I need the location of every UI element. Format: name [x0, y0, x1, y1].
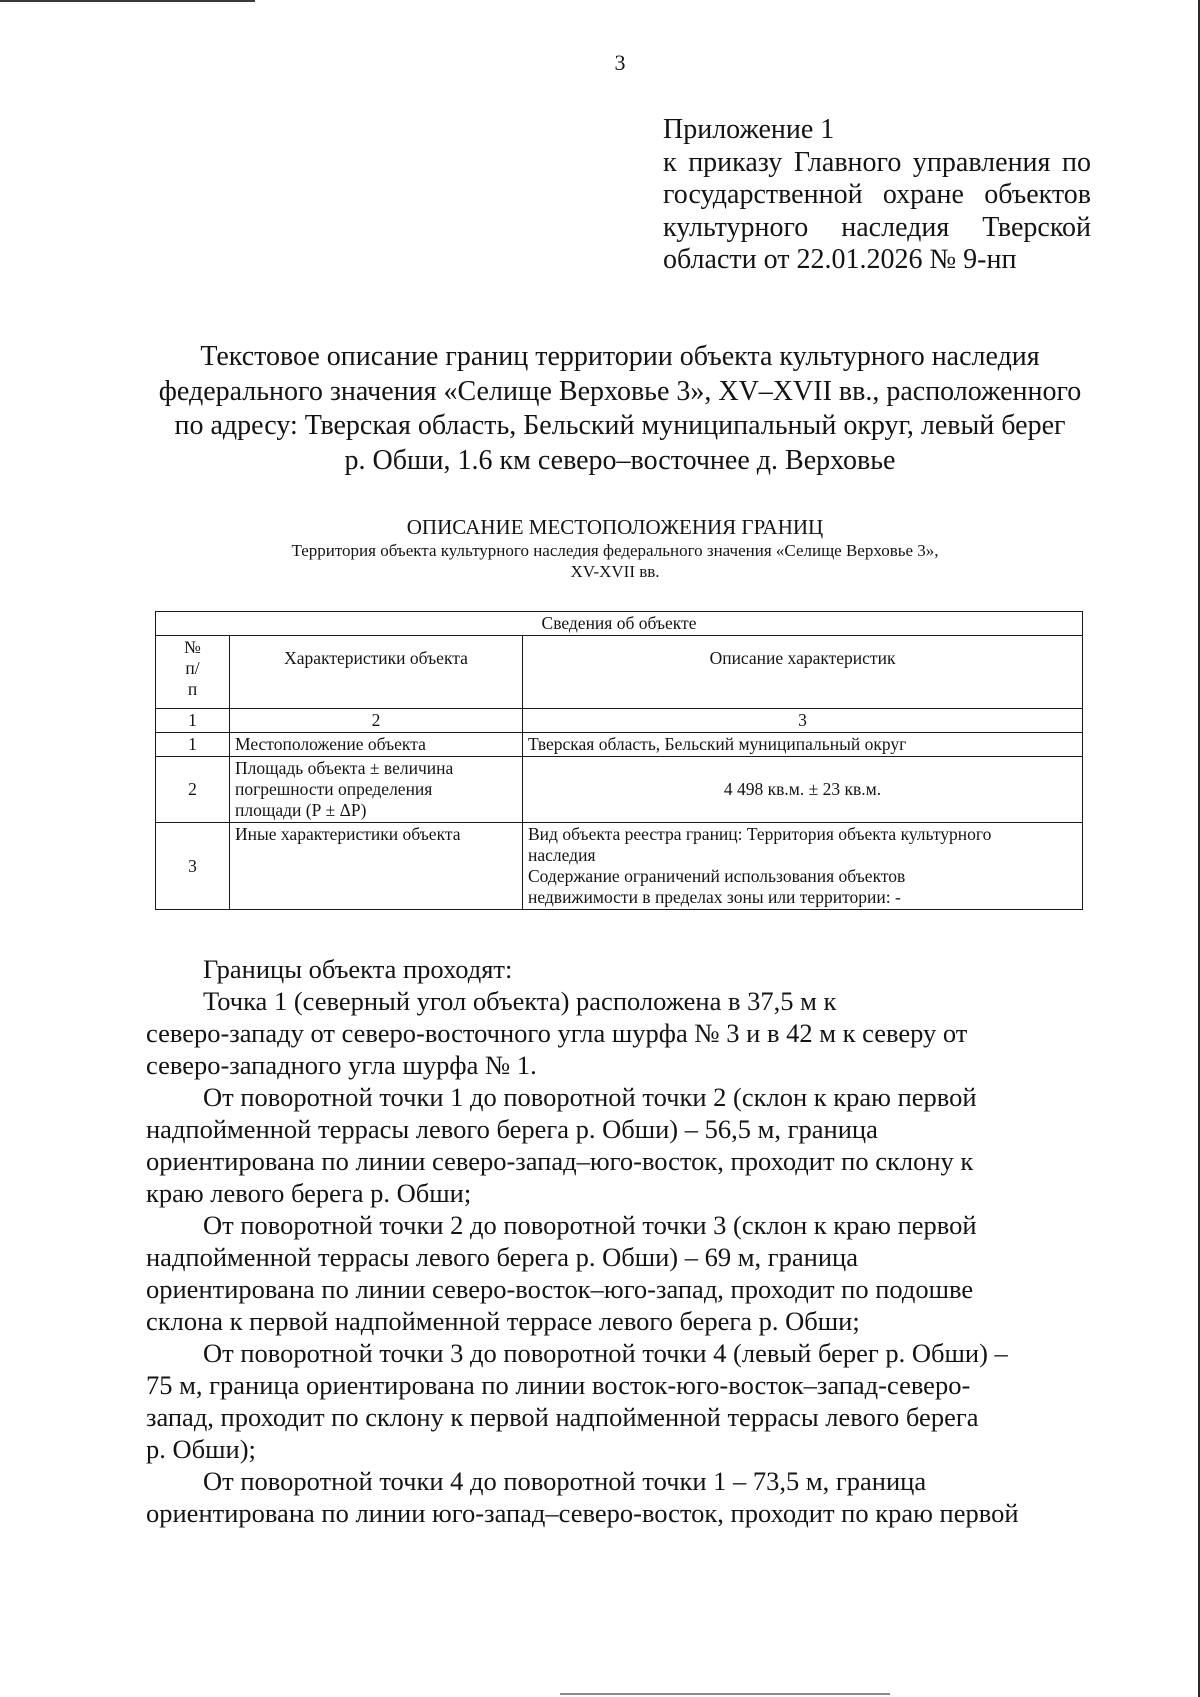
scan-edge-top	[0, 0, 255, 2]
cell-line: Местоположение объекта	[235, 734, 426, 754]
title-line: по адресу: Тверская область, Бельский муниципальный округ, левый берег	[174, 410, 1066, 441]
table-caption: Сведения об объекте	[156, 612, 1083, 636]
object-info-table	[155, 611, 1083, 910]
cell-line: Вид объекта реестра границ: Территория объекта культурного	[528, 824, 992, 844]
boundaries-intro: Границы объекта проходят:	[203, 954, 513, 984]
header-description-cell: Описание характеристик	[523, 636, 1083, 709]
paragraph-line: северо-западу от северо-восточного угла шурфа № 3 и в 42 м к северу от	[146, 1018, 968, 1048]
row-characteristic-cell	[230, 823, 523, 910]
title-line: Текстовое описание границ территории объекта культурного наследия	[200, 341, 1040, 372]
boundary-paragraph	[146, 1337, 1076, 1465]
row-characteristic-cell	[230, 757, 523, 823]
header-number-line: п/	[185, 658, 200, 678]
cell-line: наследия	[528, 845, 596, 865]
index-cell: 3	[523, 709, 1083, 733]
row-number-cell: 3	[156, 823, 230, 910]
description-heading-sub: Территория объекта культурного наследия федерального значения «Селище Верховье 3»,	[291, 541, 939, 560]
paragraph-line: ориентирована по линии юго-запад–северо-восток, проходит по краю первой	[146, 1498, 1019, 1528]
paragraph-line: северо-западного угла шурфа № 1.	[146, 1050, 537, 1080]
appendix-line: культурного наследия Тверской	[663, 211, 1091, 243]
cell-line: погрешности определения	[235, 779, 433, 799]
header-number-cell	[156, 636, 230, 709]
paragraph-line: надпойменной террасы левого берега р. Обши) – 69 м, граница	[146, 1242, 858, 1272]
table-caption-row	[156, 612, 1083, 636]
title-line: федерального значения «Селище Верховье 3», XV–XVII вв., расположенного	[158, 375, 1082, 407]
appendix-line: к приказу Главного управления по	[663, 146, 1091, 178]
header-number-line: п	[187, 679, 198, 699]
cell-line: Иные характеристики объекта	[235, 824, 461, 844]
boundary-paragraph	[146, 985, 1076, 1081]
boundary-paragraph	[146, 1081, 1076, 1209]
paragraph-line: От поворотной точки 4 до поворотной точки 1 – 73,5 м, граница	[203, 1466, 927, 1496]
paragraph-line: Точка 1 (северный угол объекта) расположена в 37,5 м к	[203, 986, 837, 1016]
paragraph-line: запад, проходит по склону к первой надпойменной террасы левого берега	[146, 1402, 979, 1432]
paragraph-line: надпойменной террасы левого берега р. Обши) – 56,5 м, граница	[146, 1114, 878, 1144]
row-description-cell	[523, 733, 1083, 757]
cell-line: Содержание ограничений использования объектов	[528, 866, 906, 886]
paragraph-line: склона к первой надпойменной террасе левого берега р. Обши;	[146, 1306, 860, 1336]
description-heading-sub: XV-XVII вв.	[570, 562, 660, 581]
paragraph-line: р. Обши);	[146, 1434, 256, 1464]
document-title	[140, 340, 1100, 478]
appendix-line: государственной охране объектов	[663, 179, 1091, 210]
scan-edge-bottom	[560, 1693, 890, 1695]
description-heading	[170, 514, 1060, 582]
paragraph-line: 75 м, граница ориентирована по линии восток-юго-восток–запад-северо-	[146, 1370, 971, 1400]
row-characteristic-cell	[230, 733, 523, 757]
paragraph-line: От поворотной точки 1 до поворотной точки 2 (склон к краю первой	[203, 1082, 977, 1112]
page-number: 3	[614, 50, 626, 75]
appendix-block	[663, 114, 1091, 277]
description-heading-main: ОПИСАНИЕ МЕСТОПОЛОЖЕНИЯ ГРАНИЦ	[406, 515, 824, 539]
header-number-line: №	[184, 637, 201, 657]
paragraph-line: От поворотной точки 3 до поворотной точки 4 (левый берег р. Обши) –	[203, 1338, 1008, 1368]
boundaries-text	[146, 953, 1076, 1529]
cell-line: площади (Р ± ΔР)	[235, 800, 367, 820]
row-description-cell	[523, 823, 1083, 910]
index-cell: 1	[156, 709, 230, 733]
header-characteristic-cell: Характеристики объекта	[230, 636, 523, 709]
row-number-cell: 2	[156, 757, 230, 823]
table-index-row	[156, 709, 1083, 733]
title-line: р. Обши, 1.6 км северо–восточнее д. Верховье	[344, 444, 896, 476]
appendix-line: Приложение 1	[663, 114, 835, 145]
row-number-cell: 1	[156, 733, 230, 757]
cell-line: 4 498 кв.м. ± 23 кв.м.	[723, 779, 882, 799]
paragraph-line: От поворотной точки 2 до поворотной точки 3 (склон к краю первой	[203, 1210, 977, 1240]
table-row	[156, 823, 1083, 910]
boundary-paragraph	[146, 1465, 1076, 1529]
appendix-line: области от 22.01.2026 № 9-нп	[663, 244, 1017, 275]
row-description-cell	[523, 757, 1083, 823]
index-cell: 2	[230, 709, 523, 733]
table-row	[156, 733, 1083, 757]
paragraph-line: ориентирована по линии северо-запад–юго-восток, проходит по склону к	[146, 1146, 974, 1176]
paragraph-line: краю левого берега р. Обши;	[146, 1178, 472, 1208]
cell-line: Тверская область, Бельский муниципальный округ	[528, 734, 907, 754]
table-header-row	[156, 636, 1083, 709]
table-row	[156, 757, 1083, 823]
cell-line: Площадь объекта ± величина	[235, 758, 454, 778]
cell-line: недвижимости в пределах зоны или территории: -	[528, 887, 901, 907]
boundary-paragraph	[146, 1209, 1076, 1337]
paragraph-line: ориентирована по линии северо-восток–юго-запад, проходит по подошве	[146, 1274, 974, 1304]
